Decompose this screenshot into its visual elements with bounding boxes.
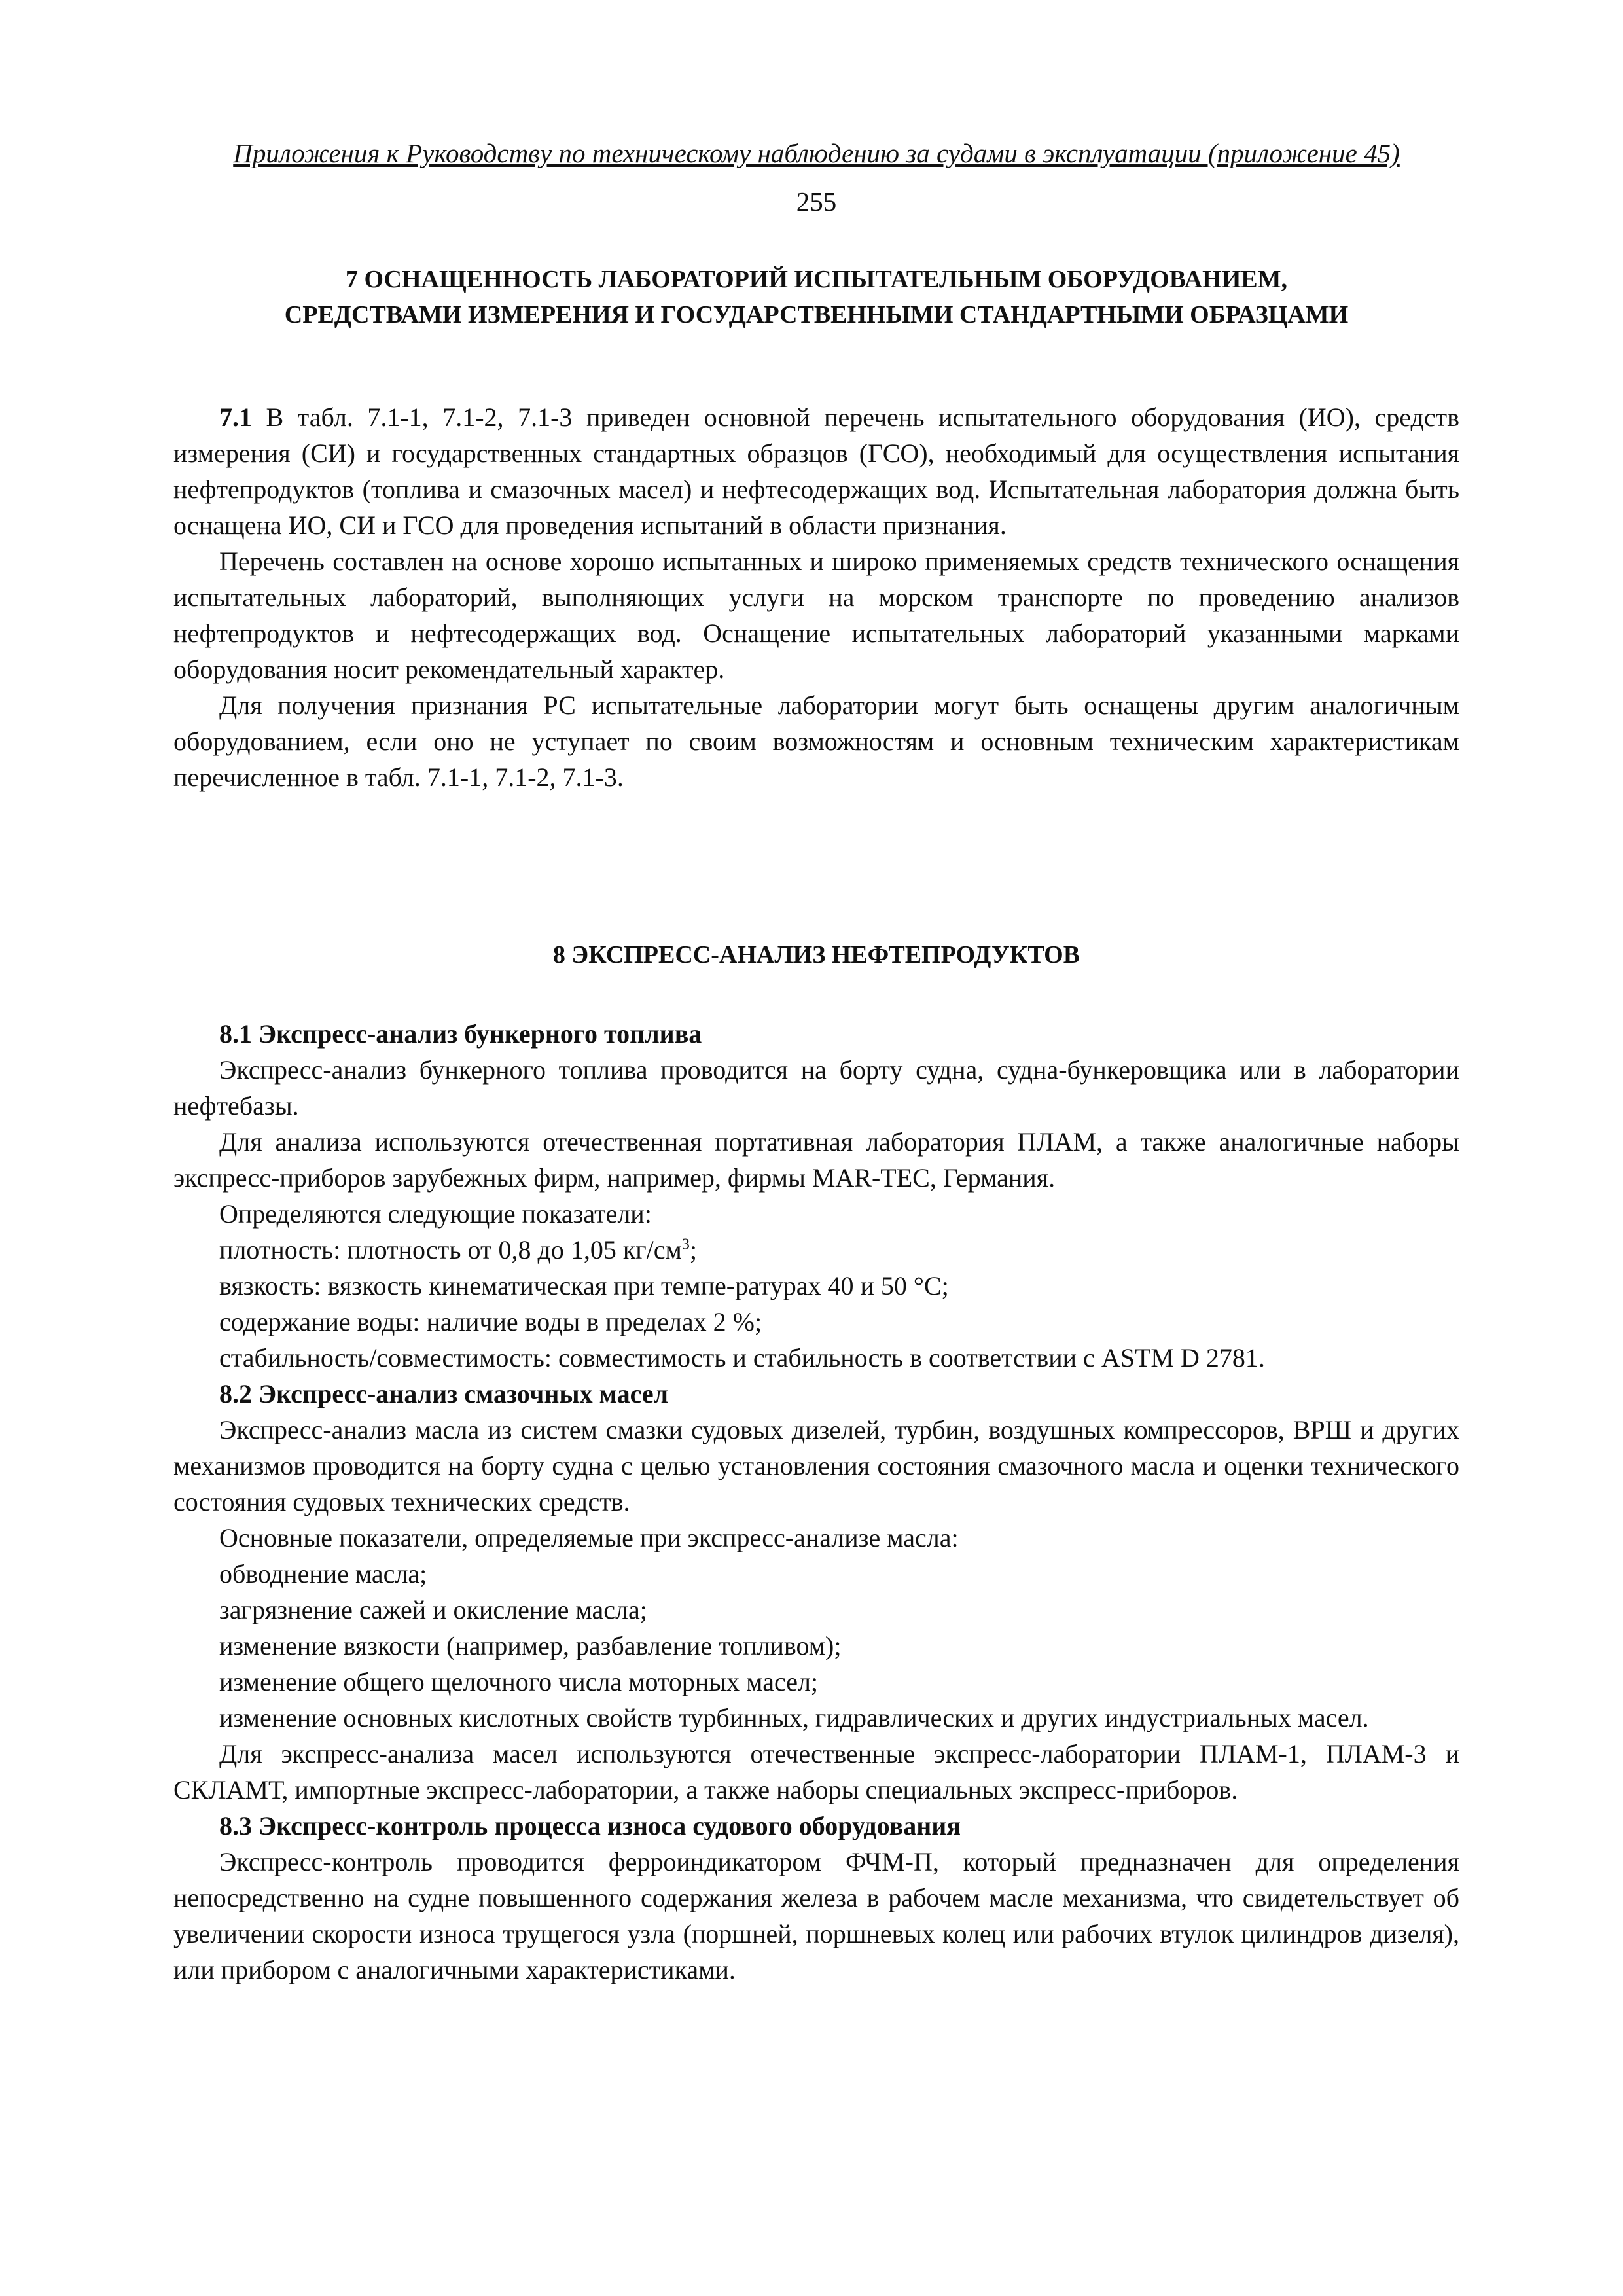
subsection-8-3-heading: 8.3 Экспресс-контроль процесса износа судового оборудования <box>219 1811 961 1840</box>
section-7-body <box>173 399 1459 795</box>
paragraph: Перечень составлен на основе хорошо испытанных и широко применяемых средств технического оснащения испытательных лабораторий, выполняющих услуги на морском транспорте по проведению анализов нефтепродуктов и нефтесодержащих вод. Оснащение испытательных лабораторий указанными марками оборудования носит рекомендательный характер. <box>173 547 1459 684</box>
list-item: загрязнение сажей и окисление масла; <box>219 1595 647 1624</box>
list-item: обводнение масла; <box>219 1559 427 1588</box>
paragraph: Определяются следующие показатели: <box>219 1199 652 1229</box>
section-7-heading <box>173 262 1459 332</box>
section-7-heading-line-1: 7 ОСНАЩЕННОСТЬ ЛАБОРАТОРИЙ ИСПЫТАТЕЛЬНЫМ ОБОРУДОВАНИЕМ, <box>346 266 1287 293</box>
list-item: изменение общего щелочного числа моторных масел; <box>219 1667 819 1696</box>
paragraph: Для получения признания РС испытательные лаборатории могут быть оснащены другим аналогичным оборудованием, если оно не уступает по своим возможностям и основным техническим характеристикам перечисленное в табл. 7.1-1, 7.1-2, 7.1-3. <box>173 691 1459 792</box>
paragraph: Экспресс-анализ бункерного топлива проводится на борту судна, судна-бункеровщика или в лаборатории нефтебазы. <box>173 1055 1459 1121</box>
paragraph: Основные показатели, определяемые при экспресс-анализе масла: <box>219 1523 959 1552</box>
running-header: Приложения к Руководству по техническому наблюдению за судами в эксплуатации (приложение 45) <box>233 138 1400 168</box>
subsection-8-1-heading: 8.1 Экспресс-анализ бункерного топлива <box>219 1019 702 1049</box>
paragraph: Экспресс-контроль проводится ферроиндикатором ФЧМ-П, который предназначен для определения непосредственно на судне повышенного содержания железа в рабочем масле механизма, что свидетельствует об увеличении скорости износа трущегося узла (поршней, поршневых колец или рабочих втулок цилиндров дизеля), или прибором с аналогичными характеристиками. <box>173 1847 1459 1984</box>
paragraph: Экспресс-анализ масла из систем смазки судовых дизелей, турбин, воздушных компрессоров, ВРШ и других механизмов проводится на борту судна с целью установления состояния смазочного масла и оценки технического состояния судовых технических средств. <box>173 1415 1459 1516</box>
paragraph: Для экспресс-анализа масел используются отечественные экспресс-лаборатории ПЛАМ-1, ПЛАМ-3 и СКЛАМТ, импортные экспресс-лаборатории, а также наборы специальных экспресс-приборов. <box>173 1739 1459 1804</box>
section-8-heading: 8 ЭКСПРЕСС-АНАЛИЗ НЕФТЕПРОДУКТОВ <box>552 941 1080 969</box>
paragraph-text: В табл. 7.1-1, 7.1-2, 7.1-3 приведен основной перечень испытательного оборудования (ИО), средств измерения (СИ) и государственных стандартных образцов (ГСО), необходимый для осуществления испытания нефтепродуктов (топлива и смазочных масел) и нефтесодержащих вод. Испытательная лаборатория должна быть оснащена ИО, СИ и ГСО для проведения испытаний в области признания. <box>173 403 1459 540</box>
section-8-body <box>173 1016 1459 1988</box>
list-item: вязкость: вязкость кинематическая при темпе-ратурах 40 и 50 °C; <box>219 1271 949 1300</box>
paragraph: Для анализа используются отечественная портативная лаборатория ПЛАМ, а также аналогичные наборы экспресс-приборов зарубежных фирм, например, фирмы MAR-TEC, Германия. <box>173 1127 1459 1193</box>
superscript: 3 <box>681 1236 690 1253</box>
list-item: изменение вязкости (например, разбавление топливом); <box>219 1631 842 1660</box>
paragraph-7-1 <box>173 399 1459 543</box>
list-item: изменение основных кислотных свойств турбинных, гидравлических и других индустриальных масел. <box>219 1703 1369 1732</box>
list-item: содержание воды: наличие воды в пределах 2 %; <box>219 1307 762 1336</box>
section-7-heading-line-2: СРЕДСТВАМИ ИЗМЕРЕНИЯ И ГОСУДАРСТВЕННЫМИ СТАНДАРТНЫМИ ОБРАЗЦАМИ <box>284 301 1349 329</box>
list-item: плотность: плотность от 0,8 до 1,05 $кг/см^3$; <box>219 1235 697 1265</box>
list-item: стабильность/совместимость: совместимость и стабильность в соответствии с ASTM D 2781. <box>219 1343 1265 1372</box>
subsection-8-2-heading: 8.2 Экспресс-анализ смазочных масел <box>219 1379 669 1408</box>
page-number: 255 <box>796 187 837 217</box>
paragraph-number: 7.1 <box>219 403 252 432</box>
